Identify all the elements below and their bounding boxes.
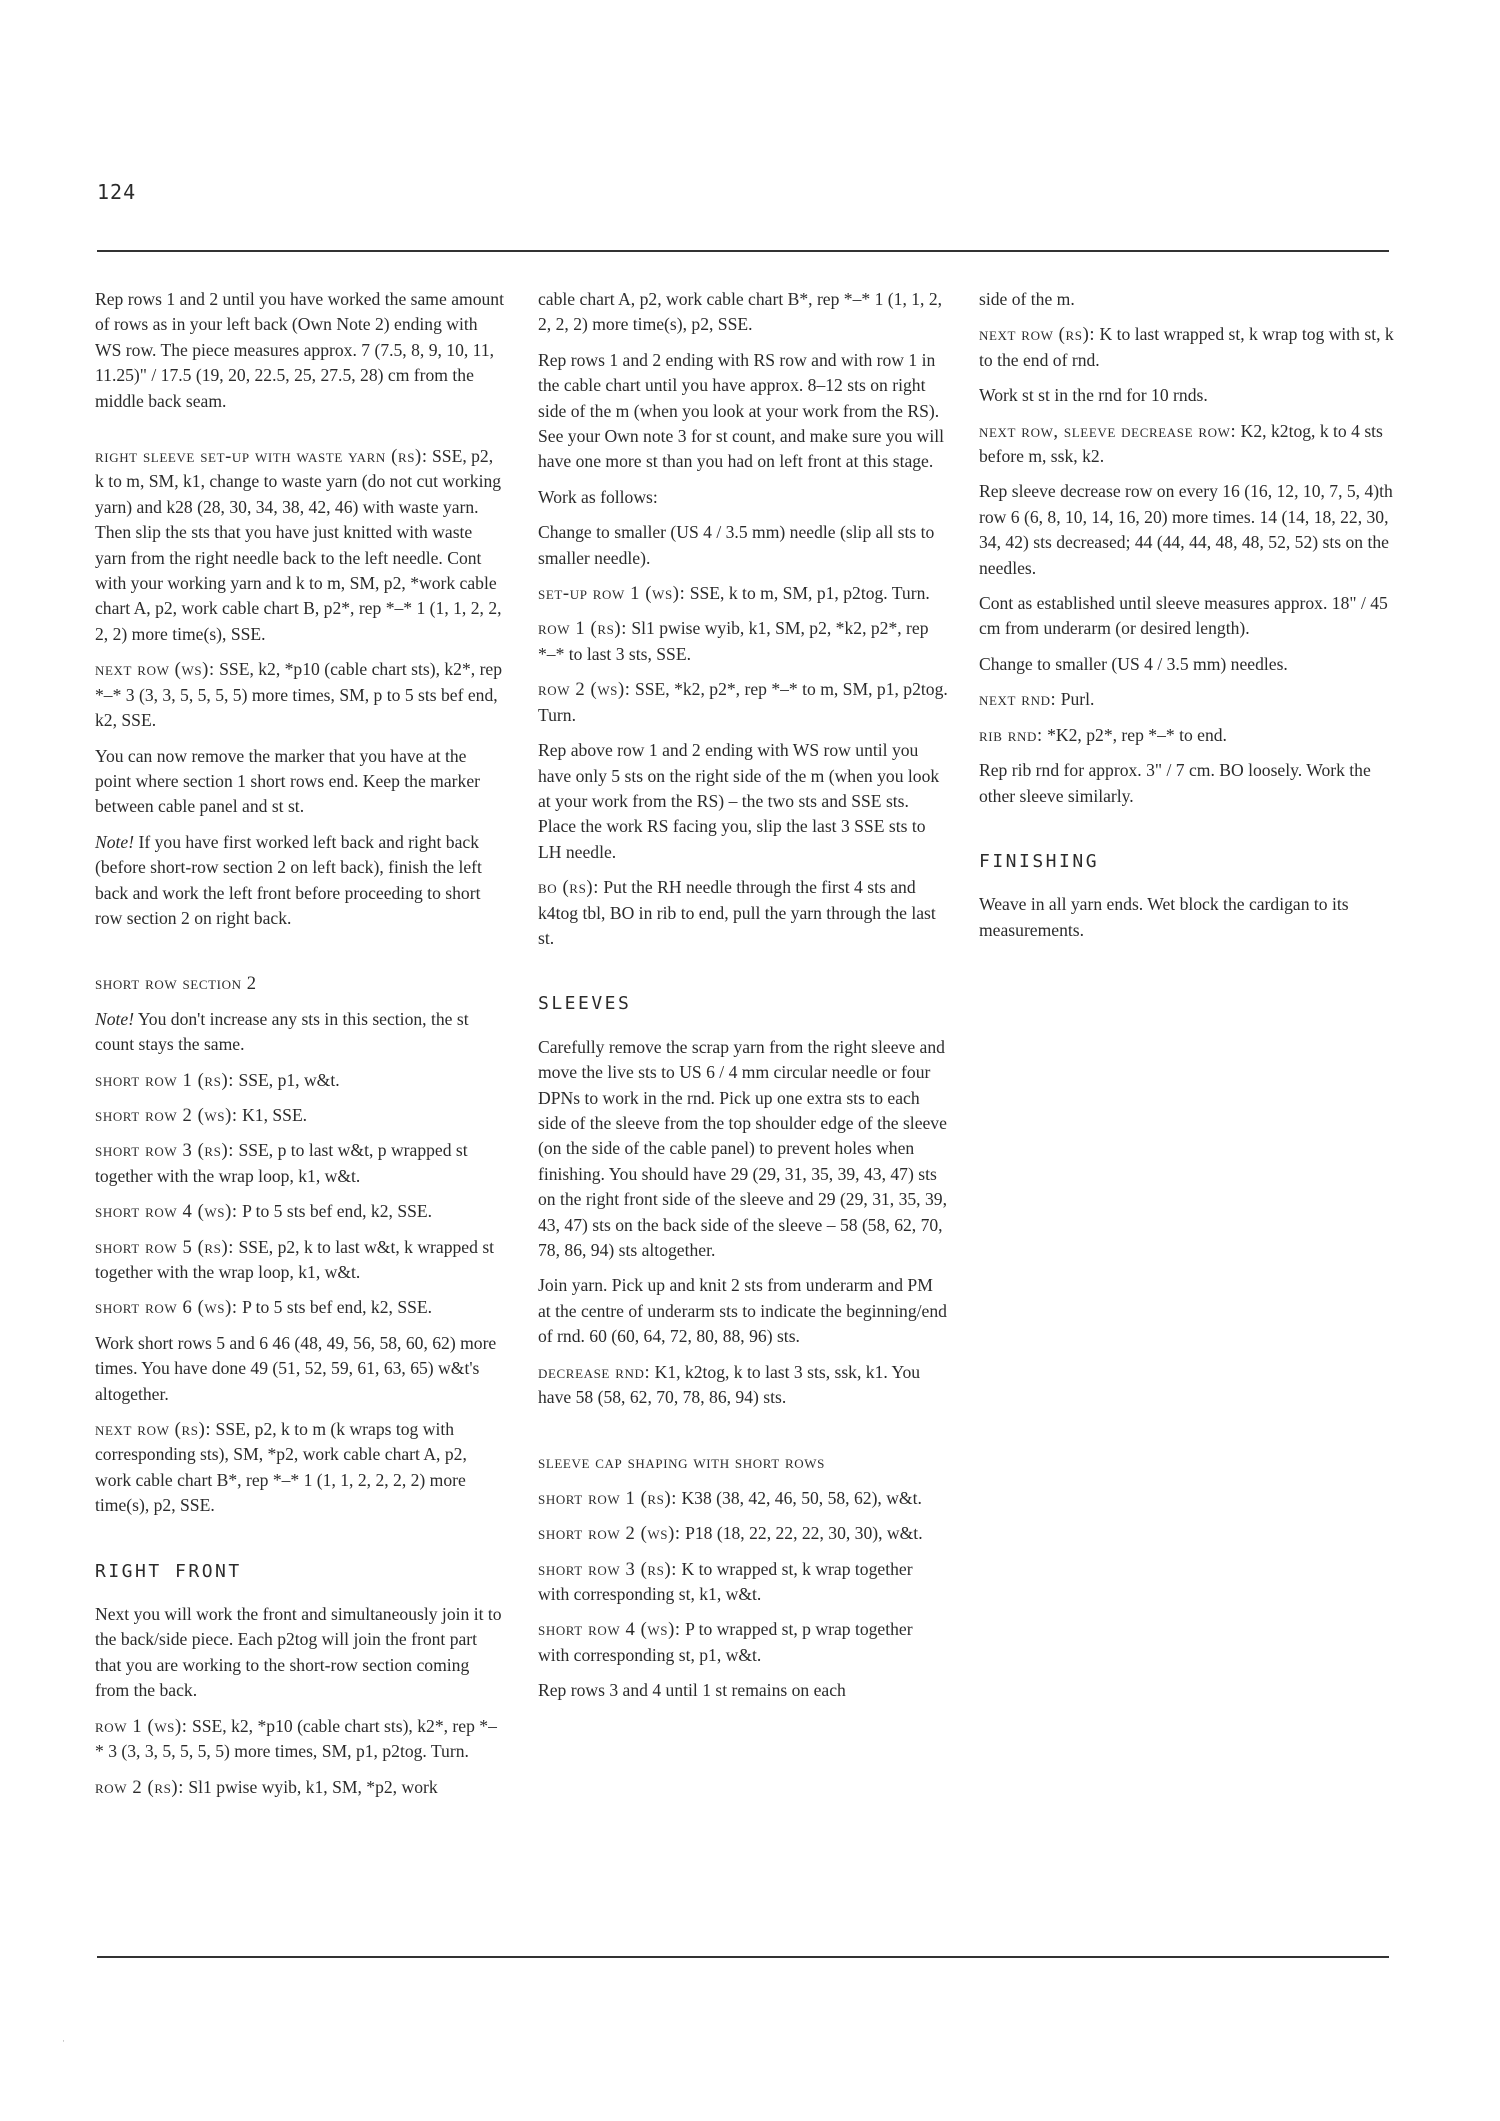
instruction-text: SSE, k to m, SM, p1, p2tog. Turn. <box>685 583 930 604</box>
paragraph: Rep rows 3 and 4 until 1 st remains on each <box>538 1680 846 1701</box>
instruction-right-sleeve-setup <box>95 444 505 647</box>
paragraph: Rep sleeve decrease row on every 16 (16, 12, 10, 7, 5, 4)th row 6 (6, 8, 10, 14, 16, 20) more times. 14 (14, 18, 22, 30, 34, 42) sts decreased; 44 (44, 44, 48, 48, 52, 52) sts on the needles. <box>979 481 1393 578</box>
instruction-short-row-2 <box>95 1103 505 1128</box>
instruction-text: SSE, p1, w&t. <box>234 1069 340 1090</box>
instruction-text: P to 5 sts bef end, k2, SSE. <box>237 1201 433 1222</box>
paragraph: Join yarn. Pick up and knit 2 sts from underarm and PM at the centre of underarm sts to indicate the beginning/end of rnd. 60 (60, 64, 72, 80, 88, 96) sts. <box>538 1275 947 1347</box>
instruction-label: rib rnd: <box>979 724 1043 746</box>
instruction-label: next row (ws): <box>95 659 215 681</box>
instruction-rib-rnd <box>979 723 1395 748</box>
instruction-text: K38 (38, 42, 46, 50, 58, 62), w&t. <box>677 1487 922 1508</box>
paragraph: Cont as established until sleeve measures approx. 18" / 45 cm from underarm (or desired length). <box>979 593 1388 639</box>
instruction-short-row-4 <box>95 1199 505 1224</box>
instruction-text: K to last wrapped st, k wrap tog with st, k to the end of rnd. <box>979 324 1394 370</box>
note-paragraph <box>95 1007 505 1058</box>
instruction-text: K2, k2tog, k to 4 sts before m, ssk, k2. <box>979 420 1383 467</box>
column-3 <box>979 287 1395 953</box>
instruction-label: bo (rs): <box>538 877 599 899</box>
instruction-short-row-5 <box>95 1235 505 1286</box>
instruction-short-row-1 <box>95 1068 505 1093</box>
instruction-text: SSE, p2, k to m, SM, k1, change to waste yarn (do not cut working yarn) and k28 (28, 30, 34, 38, 42, 46) with waste yarn. Then slip the sts that you have just knitted with waste yarn from the right needle back to the left needle. Cont with your working yarn and k to m, SM, p2, *work cable chart A, p2, work cable chart B, p2*, rep *–* 1 (1, 1, 2, 2, 2, 2) more time(s), SSE. <box>95 446 502 644</box>
instruction-row-2 <box>95 1775 505 1800</box>
instruction-sleeve-decrease-row <box>979 419 1395 470</box>
instruction-bind-off <box>538 875 948 951</box>
instruction-label: set-up row 1 (ws): <box>538 583 686 605</box>
instruction-label: row 2 (ws): <box>538 679 631 701</box>
instruction-short-row-1 <box>538 1486 948 1511</box>
paragraph: Carefully remove the scrap yarn from the right sleeve and move the live sts to US 6 / 4 mm circular needle or four DPNs to work in the rnd. Pick up one extra sts to each side of the sleeve from the top shoulder edge of the sleeve (on the side of the cable panel) to prevent holes when finishing. You should have 29 (29, 31, 35, 39, 43, 47) sts on the right front side of the sleeve and 29 (29, 31, 35, 39, 43, 47) sts on the back side of the sleeve – 58 (58, 62, 70, 78, 86, 94) sts altogether. <box>538 1036 947 1260</box>
paragraph: Work st st in the rnd for 10 rnds. <box>979 385 1208 406</box>
instruction-short-row-3 <box>95 1138 505 1189</box>
note-label: Note! <box>95 831 135 852</box>
instruction-label: short row 4 (ws): <box>95 1201 238 1223</box>
instruction-label: short row 2 (ws): <box>538 1523 681 1545</box>
instruction-short-row-4 <box>538 1617 948 1668</box>
column-2 <box>538 287 948 1714</box>
paragraph: Rep above row 1 and 2 ending with WS row until you have only 5 sts on the right side of the m (when you look at your work from the RS) – the two sts and SSE sts. Place the work RS facing you, slip the last 3 SSE sts to LH needle. <box>538 740 940 862</box>
instruction-short-row-6 <box>95 1295 505 1320</box>
instruction-text: Sl1 pwise wyib, k1, SM, p2, *k2, p2*, rep *–* to last 3 sts, SSE. <box>538 618 929 664</box>
paragraph: Work as follows: <box>538 486 658 507</box>
instruction-decrease-rnd <box>538 1360 948 1411</box>
instruction-next-row <box>95 657 505 733</box>
instruction-label: short row 4 (ws): <box>538 1619 681 1641</box>
bottom-rule <box>97 1956 1389 1958</box>
scan-speck: · <box>62 2036 65 2046</box>
instruction-text: SSE, k2, *p10 (cable chart sts), k2*, rep *–* 3 (3, 3, 5, 5, 5, 5) more times, SM, p to 5 sts bef end, k2, SSE. <box>95 659 503 731</box>
page-number: 124 <box>97 180 137 204</box>
instruction-label: row 2 (rs): <box>95 1776 184 1798</box>
paragraph: side of the m. <box>979 289 1075 309</box>
instruction-label: short row 3 (rs): <box>538 1558 678 1580</box>
instruction-label: decrease rnd: <box>538 1361 651 1383</box>
instruction-text: P18 (18, 22, 22, 22, 30, 30), w&t. <box>680 1523 923 1544</box>
instruction-text: K to wrapped st, k wrap together with corresponding st, k1, w&t. <box>538 1558 913 1605</box>
instruction-label: short row 5 (rs): <box>95 1236 235 1258</box>
instruction-next-row-rs <box>95 1417 505 1519</box>
paragraph: Change to smaller (US 4 / 3.5 mm) needle (slip all sts to smaller needle). <box>538 522 935 568</box>
paragraph: Work short rows 5 and 6 46 (48, 49, 56, 58, 60, 62) more times. You have done 49 (51, 52, 59, 61, 63, 65) w&t's altogether. <box>95 1332 497 1404</box>
instruction-next-row <box>979 322 1395 373</box>
instruction-label: next row, sleeve decrease row: <box>979 420 1237 442</box>
instruction-label: short row 6 (ws): <box>95 1297 238 1319</box>
instruction-row-2 <box>538 677 948 728</box>
note-text: You don't increase any sts in this section, the st count stays the same. <box>95 1008 469 1055</box>
paragraph: Change to smaller (US 4 / 3.5 mm) needles. <box>979 653 1288 674</box>
instruction-label: short row 3 (rs): <box>95 1140 235 1162</box>
instruction-text: P to 5 sts bef end, k2, SSE. <box>237 1297 433 1318</box>
instruction-short-row-3 <box>538 1557 948 1608</box>
note-text: If you have first worked left back and right back (before short-row section 2 on left back), finish the left back and work the left front before proceeding to short row section 2 on right back. <box>95 831 482 928</box>
paragraph: cable chart A, p2, work cable chart B*, rep *–* 1 (1, 1, 2, 2, 2, 2) more time(s), p2, SSE. <box>538 289 943 335</box>
instruction-text: SSE, p2, k to last w&t, k wrapped st together with the wrap loop, k1, w&t. <box>95 1236 495 1282</box>
instruction-label: next row (rs): <box>979 324 1096 346</box>
instruction-text: K1, SSE. <box>237 1104 308 1125</box>
note-label: Note! <box>95 1008 135 1029</box>
instruction-text: Purl. <box>1056 689 1095 710</box>
instruction-next-rnd <box>979 687 1395 712</box>
paragraph: Weave in all yarn ends. Wet block the cardigan to its measurements. <box>979 894 1349 940</box>
instruction-text: SSE, p to last w&t, p wrapped st together with the wrap loop, k1, w&t. <box>95 1140 468 1186</box>
section-heading-sleeves: SLEEVES <box>538 993 632 1015</box>
instruction-label: right sleeve set-up with waste yarn (rs): <box>95 446 428 468</box>
instruction-row-1 <box>95 1714 505 1765</box>
instruction-label: short row 2 (ws): <box>95 1104 238 1126</box>
top-rule <box>97 250 1389 252</box>
paragraph: Rep rib rnd for approx. 3" / 7 cm. BO loosely. Work the other sleeve similarly. <box>979 760 1371 806</box>
section-heading-right-front: RIGHT FRONT <box>95 1560 242 1582</box>
instruction-label: row 1 (ws): <box>95 1715 188 1737</box>
instruction-label: short row 1 (rs): <box>538 1487 678 1509</box>
instruction-short-row-2 <box>538 1521 948 1546</box>
section-heading-finishing: FINISHING <box>979 850 1100 872</box>
instruction-label: row 1 (rs): <box>538 618 627 640</box>
instruction-text: Put the RH needle through the first 4 sts and k4tog tbl, BO in rib to end, pull the yarn through the last st. <box>538 877 936 948</box>
subheading-short-row-section-2: short row section 2 <box>95 973 257 995</box>
instruction-text: SSE, k2, *p10 (cable chart sts), k2*, rep *–* 3 (3, 3, 5, 5, 5, 5) more times, SM, p1, p2tog. Turn. <box>95 1715 497 1762</box>
paragraph: Rep rows 1 and 2 ending with RS row and with row 1 in the cable chart until you have approx. 8–12 sts on right side of the m (when you look at your work from the RS). See your Own note 3 for st count, and make sure you will have one more st than you had on left front at this stage. <box>538 349 945 472</box>
instruction-label: next rnd: <box>979 689 1057 711</box>
instruction-setup-row-1 <box>538 581 948 606</box>
note-paragraph <box>95 830 505 932</box>
instruction-text: SSE, p2, k to m (k wraps tog with corresponding sts), SM, *p2, work cable chart A, p2, work cable chart B*, rep *–* 1 (1, 1, 2, 2, 2, 2) more time(s), p2, SSE. <box>95 1419 467 1516</box>
instruction-label: next row (rs): <box>95 1419 212 1441</box>
instruction-text: P to wrapped st, p wrap together with corresponding st, p1, w&t. <box>538 1619 913 1665</box>
paragraph: Rep rows 1 and 2 until you have worked the same amount of rows as in your left back (Own Note 2) ending with WS row. The piece measures approx. 7 (7.5, 8, 9, 10, 11, 11.25)" / 17.5 (19, 20, 22.5, 25, 27.5, 28) cm from the middle back seam. <box>95 289 504 411</box>
column-1 <box>95 287 505 1810</box>
instruction-text: K1, k2tog, k to last 3 sts, ssk, k1. You have 58 (58, 62, 70, 78, 86, 94) sts. <box>538 1361 921 1408</box>
instruction-text: SSE, *k2, p2*, rep *–* to m, SM, p1, p2tog. Turn. <box>538 679 948 725</box>
paragraph: You can now remove the marker that you have at the point where section 1 short rows end. Keep the marker between cable panel and st st. <box>95 745 480 817</box>
subheading-sleeve-cap-shaping: sleeve cap shaping with short rows <box>538 1452 825 1474</box>
instruction-text: Sl1 pwise wyib, k1, SM, *p2, work <box>183 1776 438 1797</box>
instruction-label: short row 1 (rs): <box>95 1069 235 1091</box>
instruction-text: *K2, p2*, rep *–* to end. <box>1042 724 1227 745</box>
instruction-row-1 <box>538 616 948 667</box>
paragraph: Next you will work the front and simultaneously join it to the back/side piece. Each p2tog will join the front part that you are working to the short-row section coming from the back. <box>95 1604 502 1701</box>
